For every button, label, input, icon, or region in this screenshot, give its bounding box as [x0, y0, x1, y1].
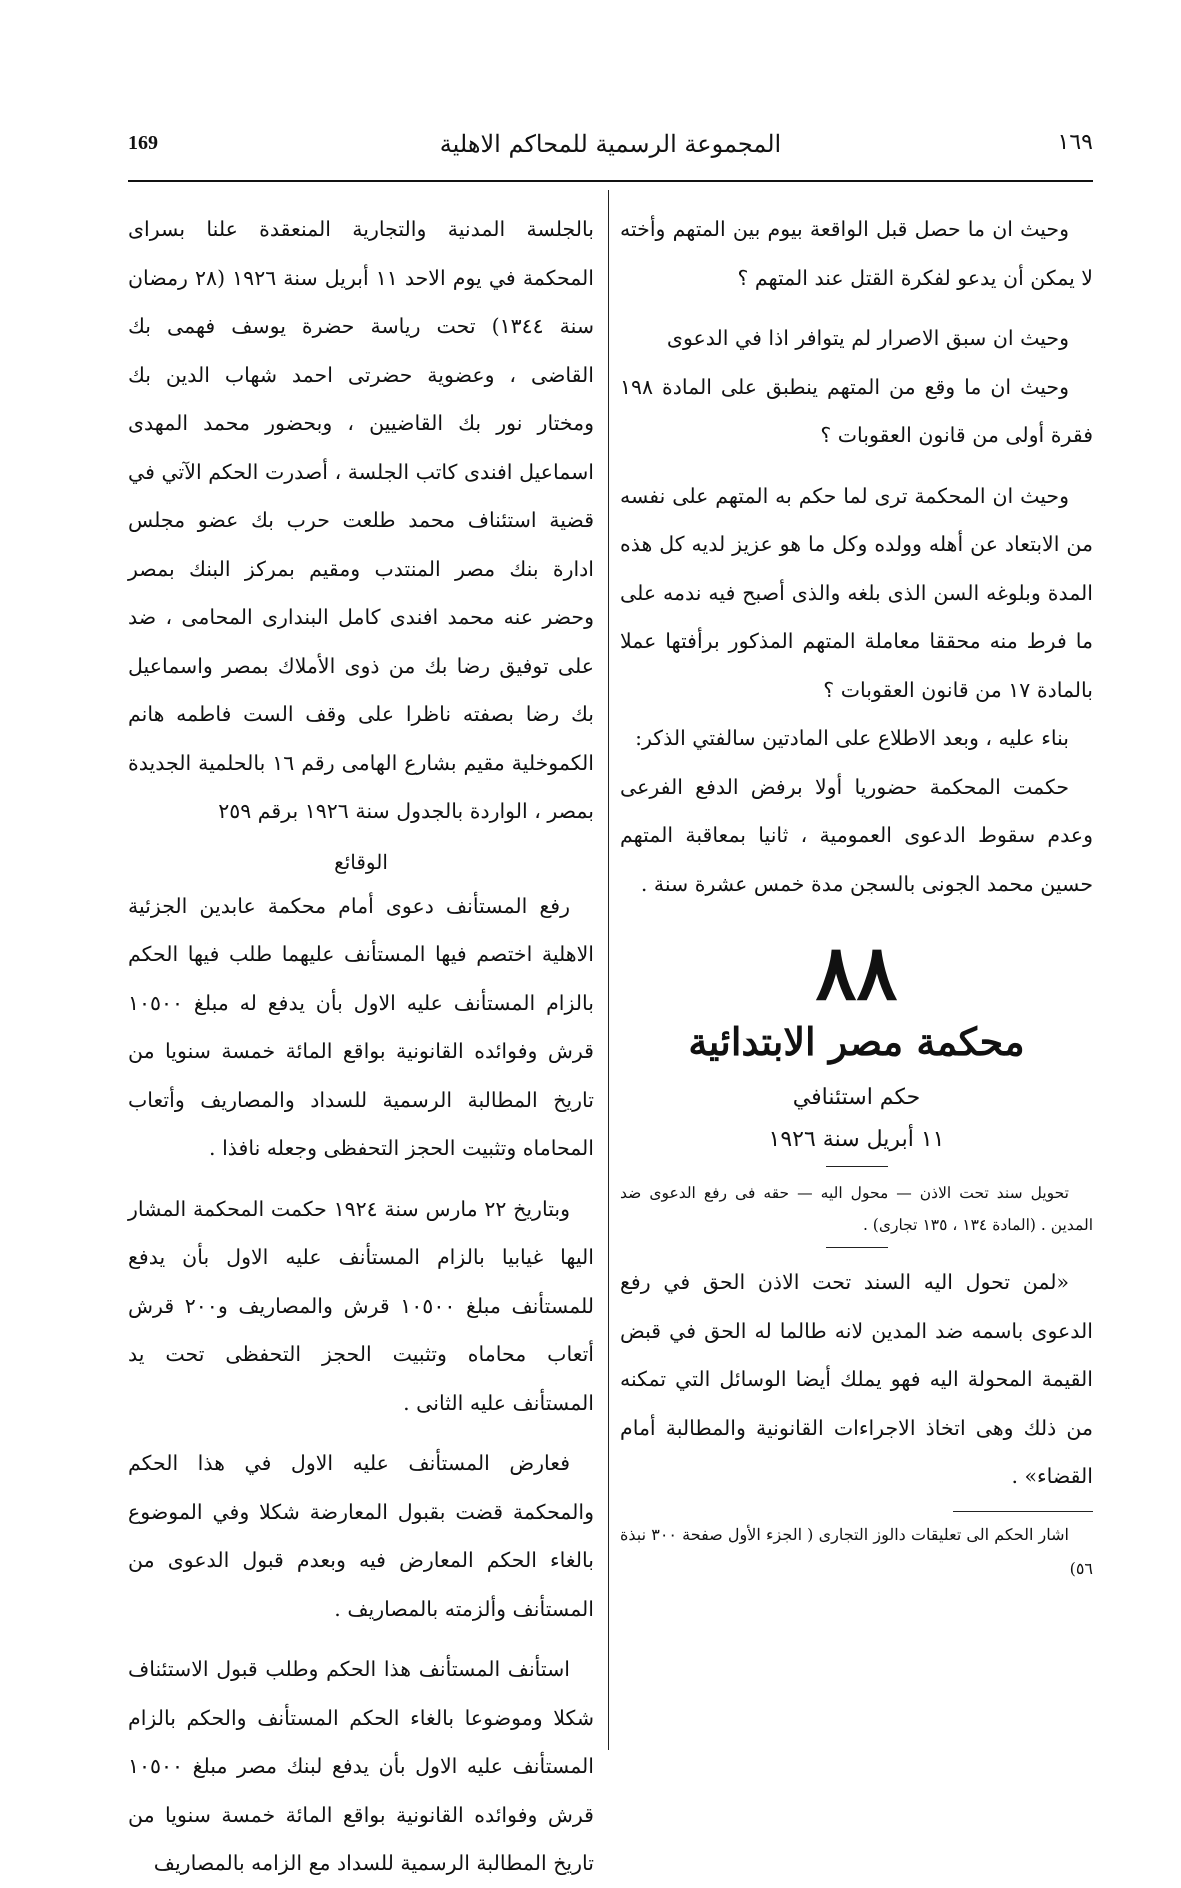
- case-number: ٨٨: [815, 928, 898, 1017]
- session-opening: بالجلسة المدنية والتجارية المنعقدة علنا بسراى المحكمة في يوم الاحد ١١ أبريل سنة ١٩٢٦ (٢٨ رمضان سنة ١٣٤٤) تحت رياسة حضرة يوسف فهمى بك القاضى ، وعضوية حضرتى احمد شهاب الدين بك ومختار نور بك القاضيين ، وبحضور محمد المهدى اسماعيل افندى كاتب الجلسة ، أصدرت الحكم الآتي في قضية استئناف محمد طلعت حرب بك عضو مجلس ادارة بنك مصر المنتدب ومقيم بمركز البنك بمصر وحضر عنه محمد افندى كامل البندارى المحامى ، ضد على توفيق رضا بك من ذوى الأملاك بمصر واسماعيل بك رضا بصفته ناظرا على وقف الست فاطمه هانم الكموخلية مقيم بشارع الهامى رقم ١٦ بالحلمية الجديدة بمصر ، الواردة بالجدول سنة ١٩٢٦ برقم ٢٥٩: [128, 217, 595, 823]
- divider: [826, 1247, 888, 1248]
- case-summary: تحويل سند تحت الاذن — محول اليه — حقه فى رفع الدعوى ضد المدين . (المادة ١٣٤ ، ١٣٥ تجارى) .: [620, 1184, 1093, 1234]
- divider: [826, 1166, 888, 1167]
- footnote: اشار الحكم الى تعليقات دالوز التجارى ( الجزء الأول صفحة ٣٠٠ نبذة ٥٦): [620, 1524, 1093, 1578]
- paragraph: وحيث ان المحكمة ترى لما حكم به المتهم على نفسه من الابتعاد عن أهله وولده وكل ما هو عزيز لديه كل هذه المدة وبلوغه السن الذى بلغه والذى أصبح فيه ندمه على ما فرط منه محققا معاملة المتهم المذكور برأفتها عملا بالمادة ١٧ من قانون العقوبات ؟: [620, 483, 1093, 702]
- legal-principle: «لمن تحول اليه السند تحت الاذن الحق في رفع الدعوى باسمه ضد المدين لانه طالما له الحق في قبض القيمة المحولة اليه فهو يملك أيضا الوسائل التي تمكنه من ذلك وهى اتخاذ الاجراءات القانونية والمطالبة أمام القضاء» .: [620, 1270, 1093, 1488]
- court-name: محكمة مصر الابتدائية: [688, 1019, 1025, 1064]
- judgment-date: ١١ أبريل سنة ١٩٢٦: [768, 1127, 945, 1152]
- header-rule: [128, 180, 1093, 182]
- running-title: المجموعة الرسمية للمحاكم الاهلية: [439, 130, 782, 158]
- right-column: [620, 205, 1093, 1586]
- paragraph: رفع المستأنف دعوى أمام محكمة عابدين الجزئية الاهلية اختصم فيها المستأنف عليهما طلب فيها الحكم بالزام المستأنف عليه الاول بأن يدفع له مبلغ ١٠٥٠٠ قرش وفوائده القانونية بواقع المائة خمسة سنويا من تاريخ المطالبة الرسمية للسداد والمصاريف وأتعاب المحاماه وتثبيت الحجز التحفظى وجعله نافذا .: [128, 893, 594, 1160]
- paragraph: فعارض المستأنف عليه الاول في هذا الحكم والمحكمة قضت بقبول المعارضة شكلا وفي الموضوع بالغاء الحكم المعارض فيه وبعدم قبول الدعوى من المستأنف وألزمته بالمصاريف .: [128, 1451, 594, 1621]
- judgment-type: حكم استئنافي: [792, 1085, 921, 1110]
- column-divider: [608, 190, 609, 1750]
- footnote-rule: [953, 1511, 1093, 1512]
- page-number-latin: 169: [128, 132, 158, 154]
- page-header: [128, 122, 1093, 176]
- left-column: [128, 205, 594, 1888]
- section-heading: الوقائع: [334, 849, 388, 874]
- paragraph: وحيث ان ما حصل قبل الواقعة بيوم بين المتهم وأخته لا يمكن أن يدعو لفكرة القتل عند المتهم ؟: [620, 217, 1093, 290]
- paragraph: حكمت المحكمة حضوريا أولا برفض الدفع الفرعى وعدم سقوط الدعوى العمومية ، ثانيا بمعاقبة المتهم حسين محمد الجونى بالسجن مدة خمس عشرة سنة .: [620, 774, 1093, 896]
- page-number-arabic: ١٦٩: [1057, 130, 1093, 155]
- paragraph: استأنف المستأنف هذا الحكم وطلب قبول الاستئناف شكلا وموضوعا بالغاء الحكم المستأنف والحكم بالزام المستأنف عليه الاول بأن يدفع لبنك مصر مبلغ ١٠٥٠٠ قرش وفوائده القانونية بواقع المائة خمسة سنويا من تاريخ المطالبة الرسمية للسداد مع الزامه بالمصاريف: [128, 1657, 594, 1875]
- paragraph: وحيث ان سبق الاصرار لم يتوافر اذا في الدعوى: [666, 326, 1069, 350]
- paragraph: وبتاريخ ٢٢ مارس سنة ١٩٢٤ حكمت المحكمة المشار اليها غيابيا بالزام المستأنف عليه الاول بأن يدفع للمستأنف مبلغ ١٠٥٠٠ قرش والمصاريف و٢٠٠ قرش أتعاب محاماه وتثبيت الحجز التحفظى تحت يد المستأنف عليه الثانى .: [128, 1196, 594, 1415]
- paragraph: وحيث ان ما وقع من المتهم ينطبق على المادة ١٩٨ فقرة أولى من قانون العقوبات ؟: [620, 374, 1093, 447]
- paragraph: بناء عليه ، وبعد الاطلاع على المادتين سالفتي الذكر:: [635, 726, 1069, 750]
